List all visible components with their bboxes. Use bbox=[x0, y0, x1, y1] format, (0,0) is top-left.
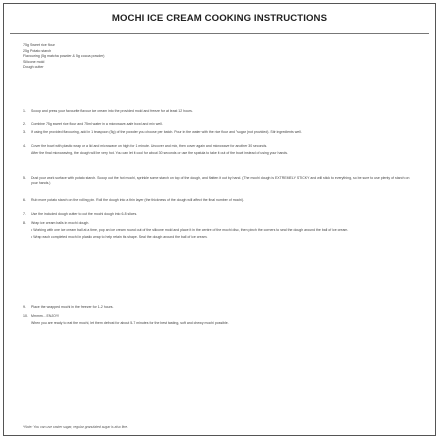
title-divider bbox=[10, 33, 429, 34]
step-line: If using the provided flavouring, add in 1 teaspoon (5g) of the powder you choose per batch. Pour in the water with the rice flour and "sugar (not provided). Stir ingredients well. bbox=[31, 130, 302, 134]
step-note: After the final microwaving, the dough will be very hot. You can let it cool for about 30 seconds or use the spatula to take it out of the bowl instead of using your hands. bbox=[31, 151, 289, 155]
step-line: Mmmm... ENJOY! bbox=[31, 314, 60, 318]
step-substep: • Wrap each completed mochi in plastic wrap to help retain its shape. Seal the dough around the ball of ice cream. bbox=[31, 235, 208, 239]
ingredient-item: Flavouring (5g matcha powder & 5g cocoa powder) bbox=[23, 54, 105, 59]
step-number: 3. bbox=[23, 130, 26, 134]
step-text bbox=[31, 130, 416, 135]
step-number: 10. bbox=[23, 314, 28, 318]
step-text bbox=[31, 176, 416, 186]
step-line: Wrap ice cream balls in mochi dough. bbox=[31, 221, 90, 225]
step-note: When you are ready to eat the mochi, let them defrost for about 5-7 minutes for the best tasting, soft and chewy mochi possible. bbox=[31, 321, 229, 325]
recipe-card bbox=[3, 3, 436, 436]
step-line: Dust your work surface with potato starch. Scoop out the hot mochi, sprinkle some starch on top of the dough, and flatten it out by hand. (The mochi dough is EXTREMELY STICKY and will stick to everything, so be sure to use plenty of starch on your hands.) bbox=[31, 176, 410, 185]
step-number: 5. bbox=[23, 176, 26, 180]
ingredient-item: Silicone mold bbox=[23, 59, 45, 64]
step-line: Cover the bowl with plastic wrap or a lid and microwave on high for 1 minute. Uncover and mix, then cover again and microwave for another 30 seconds. bbox=[31, 144, 268, 148]
step-number: 6. bbox=[23, 198, 26, 202]
step-text bbox=[31, 144, 416, 156]
ingredients-list bbox=[23, 43, 203, 71]
ingredient-item: Dough cutter bbox=[23, 65, 44, 70]
step-text bbox=[31, 314, 416, 326]
step-text bbox=[31, 109, 416, 114]
ingredient-item: 25g Potato starch bbox=[23, 48, 52, 53]
step-number: 7. bbox=[23, 212, 26, 216]
step-line: Scoop and press your favourite flavour ice cream into the provided mold and freeze for at least 12 hours. bbox=[31, 109, 193, 113]
step-text bbox=[31, 305, 416, 310]
step-line: Place the wrapped mochi in the freezer for 1-2 hours. bbox=[31, 305, 114, 309]
step-number: 8. bbox=[23, 221, 26, 225]
ingredient-item: 75g Sweet rice flour bbox=[23, 43, 55, 47]
step-text bbox=[31, 212, 416, 217]
step-text bbox=[31, 122, 416, 127]
step-number: 2. bbox=[23, 122, 26, 126]
step-number: 4. bbox=[23, 144, 26, 148]
step-number: 9. bbox=[23, 305, 26, 309]
step-number: 1. bbox=[23, 109, 26, 113]
step-text bbox=[31, 198, 416, 203]
footnote: *Note: You can use caster sugar, regular granulated sugar is also fine. bbox=[23, 425, 129, 429]
step-line: Rub more potato starch on the rolling pin. Roll the dough into a thin layer (the thickness of the dough will affect the final number of mochi). bbox=[31, 198, 245, 202]
step-line: Use the included dough cutter to cut the mochi dough into 6-8 slices. bbox=[31, 212, 138, 216]
step-substep: • Working with one ice cream ball at a time, pop an ice cream round out of the silicone mold and place it in the centre of the mochi disc, then pinch the corners to seal the dough around the ball of ice cream. bbox=[31, 228, 349, 232]
step-line: Combine 75g sweet rice flour and 75ml water in a microwave-safe bowl and mix well. bbox=[31, 122, 163, 126]
page-title: MOCHI ICE CREAM COOKING INSTRUCTIONS bbox=[111, 13, 328, 24]
step-text bbox=[31, 221, 416, 240]
